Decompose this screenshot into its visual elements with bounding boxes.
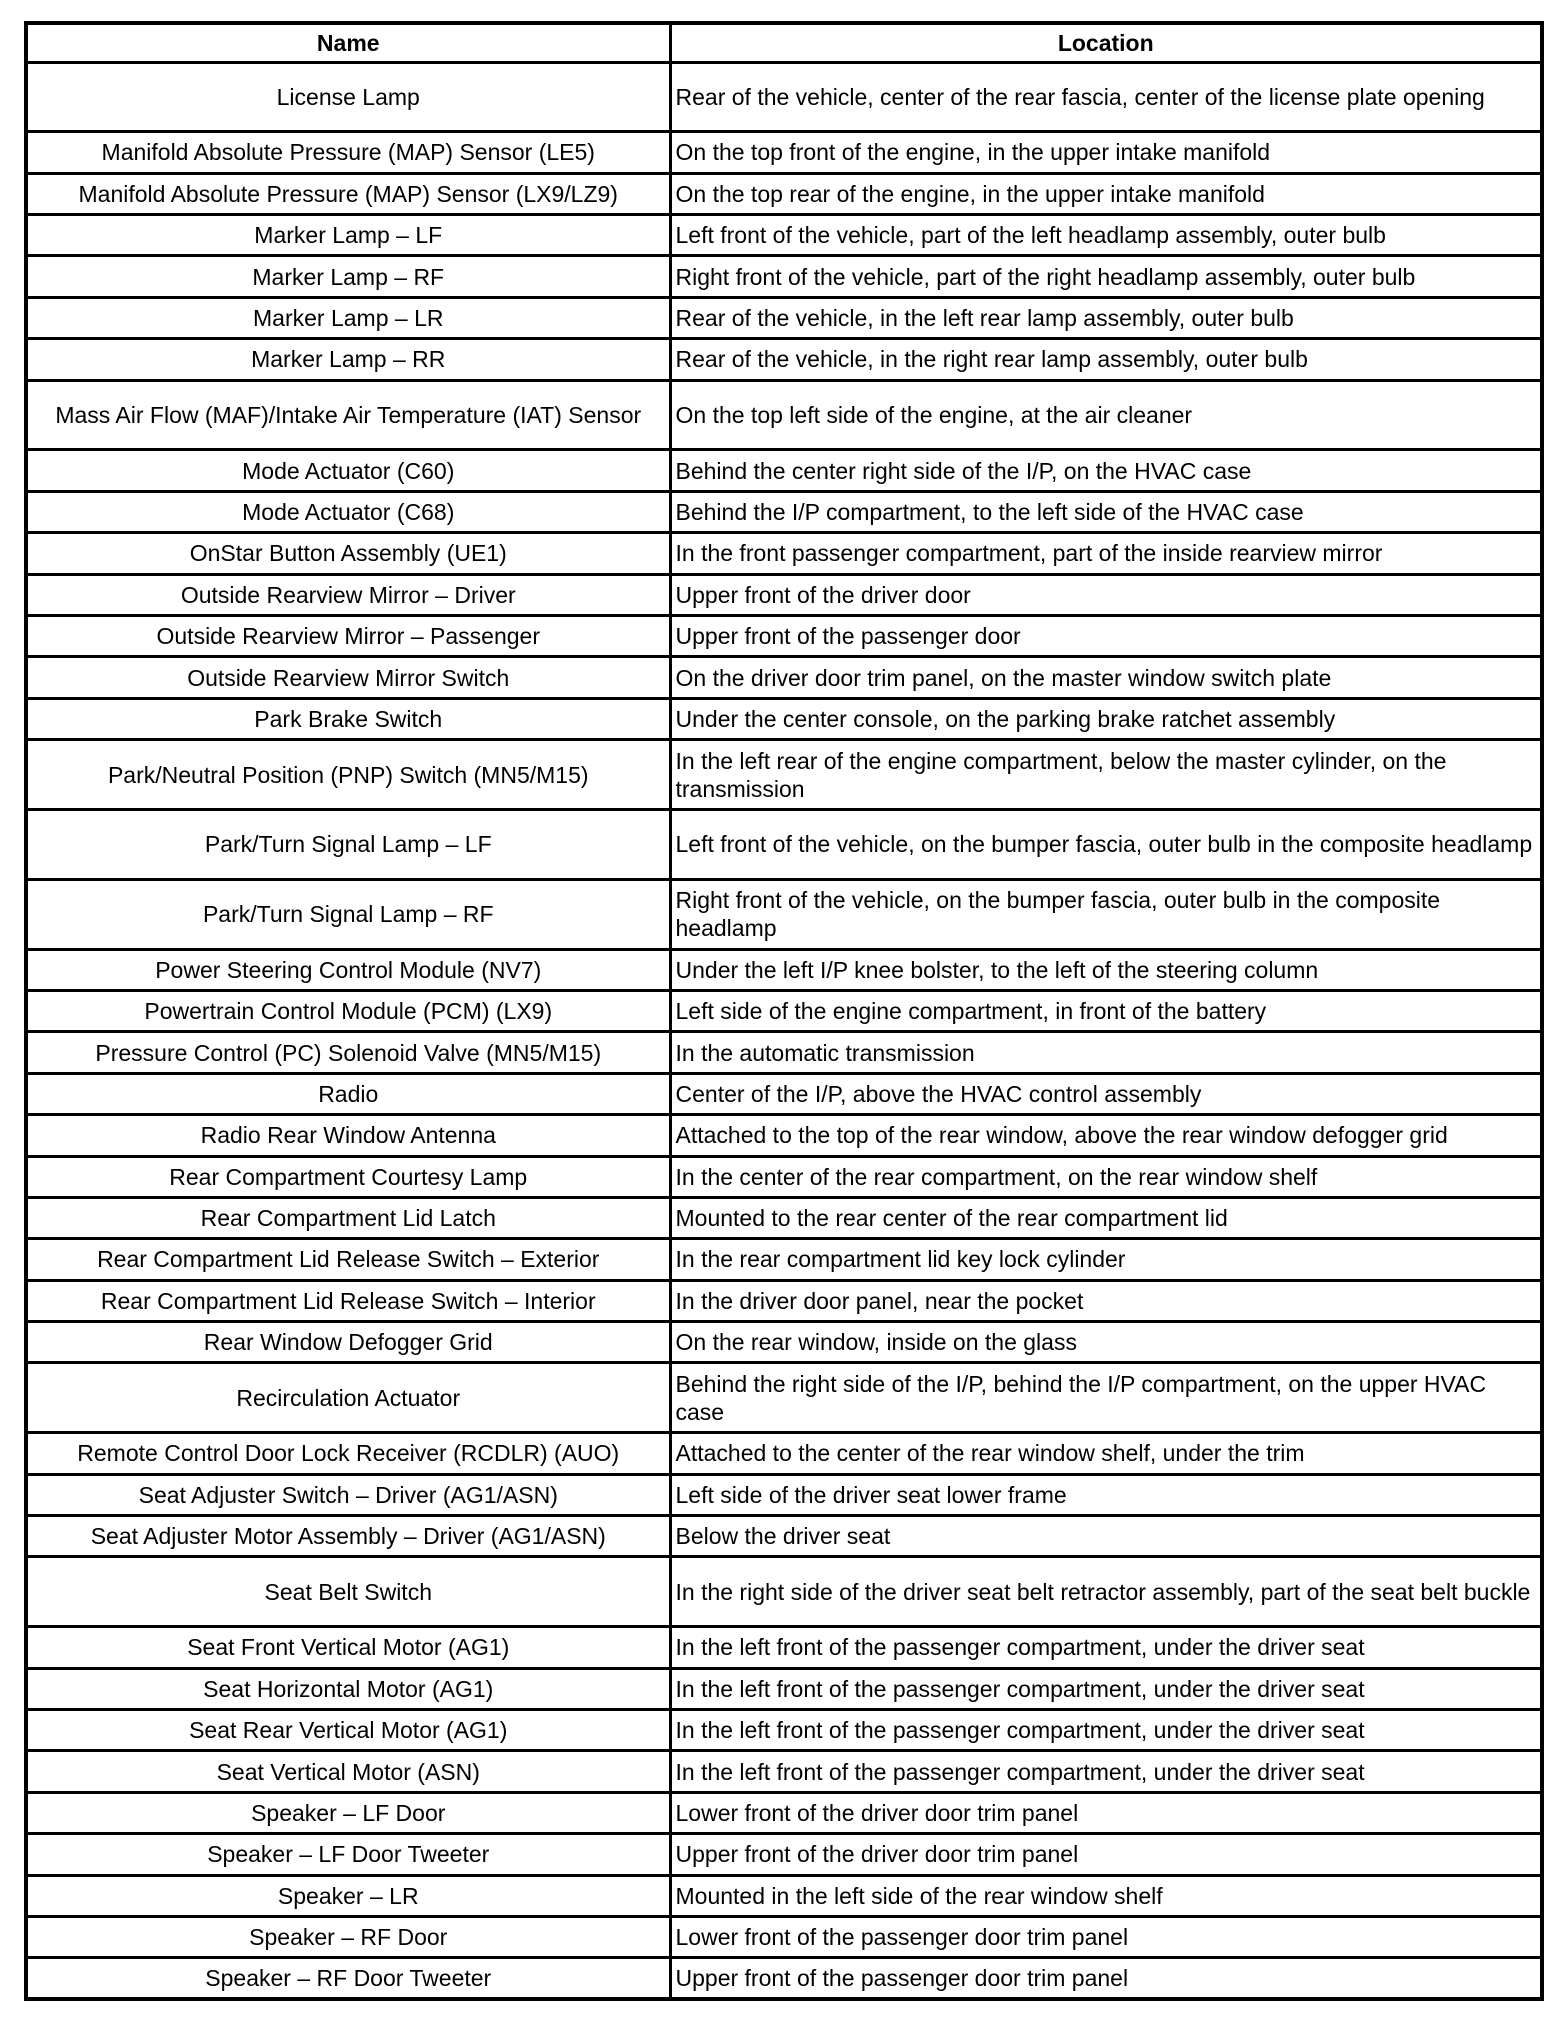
table-row xyxy=(26,949,1542,990)
component-name-cell: Speaker – RF Door Tweeter xyxy=(26,1958,670,1999)
table-row xyxy=(26,1710,1542,1751)
table-row xyxy=(26,1363,1542,1433)
component-location-table xyxy=(24,21,1544,2001)
component-name-cell: Park/Turn Signal Lamp – RF xyxy=(26,879,670,949)
component-location-cell: Left front of the vehicle, on the bumper fascia, outer bulb in the composite headlamp xyxy=(670,809,1542,879)
component-name-cell: Manifold Absolute Pressure (MAP) Sensor (LX9/LZ9) xyxy=(26,173,670,214)
component-name-cell: Seat Vertical Motor (ASN) xyxy=(26,1751,670,1792)
component-name-cell: Rear Compartment Courtesy Lamp xyxy=(26,1156,670,1197)
column-header-name: Name xyxy=(26,23,670,62)
component-location-cell: In the left front of the passenger compartment, under the driver seat xyxy=(670,1751,1542,1792)
table-row xyxy=(26,990,1542,1031)
component-location-cell: Below the driver seat xyxy=(670,1516,1542,1557)
component-name-cell: Marker Lamp – RF xyxy=(26,256,670,297)
component-location-cell: Lower front of the driver door trim panel xyxy=(670,1792,1542,1833)
component-location-cell: Rear of the vehicle, in the left rear lamp assembly, outer bulb xyxy=(670,297,1542,338)
table-row xyxy=(26,1627,1542,1668)
component-name-cell: Outside Rearview Mirror – Passenger xyxy=(26,616,670,657)
component-name-cell: Mode Actuator (C60) xyxy=(26,450,670,491)
table-row xyxy=(26,1875,1542,1916)
table-row xyxy=(26,574,1542,615)
table-row xyxy=(26,1433,1542,1474)
component-name-cell: Park Brake Switch xyxy=(26,698,670,739)
table-row xyxy=(26,1239,1542,1280)
component-location-cell: Right front of the vehicle, part of the right headlamp assembly, outer bulb xyxy=(670,256,1542,297)
table-row xyxy=(26,1032,1542,1073)
table-row xyxy=(26,740,1542,810)
component-location-cell: Behind the center right side of the I/P, on the HVAC case xyxy=(670,450,1542,491)
table-row xyxy=(26,657,1542,698)
table-header-row xyxy=(26,23,1542,62)
table-row xyxy=(26,1280,1542,1321)
component-location-cell: Right front of the vehicle, on the bumper fascia, outer bulb in the composite headlamp xyxy=(670,879,1542,949)
table-row xyxy=(26,1751,1542,1792)
table-row xyxy=(26,1834,1542,1875)
component-location-cell: On the top rear of the engine, in the upper intake manifold xyxy=(670,173,1542,214)
component-name-cell: Outside Rearview Mirror – Driver xyxy=(26,574,670,615)
component-location-cell: Upper front of the driver door xyxy=(670,574,1542,615)
component-name-cell: Power Steering Control Module (NV7) xyxy=(26,949,670,990)
component-name-cell: Seat Adjuster Motor Assembly – Driver (AG1/ASN) xyxy=(26,1516,670,1557)
component-location-cell: Attached to the center of the rear window shelf, under the trim xyxy=(670,1433,1542,1474)
component-location-cell: Under the left I/P knee bolster, to the left of the steering column xyxy=(670,949,1542,990)
table-row xyxy=(26,450,1542,491)
component-name-cell: Speaker – RF Door xyxy=(26,1916,670,1957)
component-location-cell: Upper front of the passenger door xyxy=(670,616,1542,657)
component-name-cell: Powertrain Control Module (PCM) (LX9) xyxy=(26,990,670,1031)
component-location-cell: Behind the I/P compartment, to the left side of the HVAC case xyxy=(670,491,1542,532)
component-name-cell: Seat Front Vertical Motor (AG1) xyxy=(26,1627,670,1668)
component-name-cell: Seat Adjuster Switch – Driver (AG1/ASN) xyxy=(26,1474,670,1515)
component-location-cell: In the driver door panel, near the pocket xyxy=(670,1280,1542,1321)
component-name-cell: Recirculation Actuator xyxy=(26,1363,670,1433)
table-row xyxy=(26,1197,1542,1238)
component-name-cell: Park/Neutral Position (PNP) Switch (MN5/M15) xyxy=(26,740,670,810)
component-location-table-container xyxy=(24,21,1540,2001)
component-name-cell: Manifold Absolute Pressure (MAP) Sensor (LE5) xyxy=(26,132,670,173)
component-name-cell: Rear Compartment Lid Release Switch – Interior xyxy=(26,1280,670,1321)
component-location-cell: Left side of the engine compartment, in front of the battery xyxy=(670,990,1542,1031)
component-location-cell: On the top front of the engine, in the upper intake manifold xyxy=(670,132,1542,173)
component-name-cell: Rear Window Defogger Grid xyxy=(26,1322,670,1363)
table-row xyxy=(26,62,1542,132)
component-location-cell: In the left rear of the engine compartment, below the master cylinder, on the transmission xyxy=(670,740,1542,810)
component-location-cell: Lower front of the passenger door trim panel xyxy=(670,1916,1542,1957)
component-location-cell: In the left front of the passenger compartment, under the driver seat xyxy=(670,1668,1542,1709)
table-row xyxy=(26,173,1542,214)
component-name-cell: Speaker – LF Door Tweeter xyxy=(26,1834,670,1875)
table-row xyxy=(26,698,1542,739)
component-name-cell: Rear Compartment Lid Latch xyxy=(26,1197,670,1238)
component-name-cell: Marker Lamp – RR xyxy=(26,339,670,380)
component-location-cell: On the driver door trim panel, on the master window switch plate xyxy=(670,657,1542,698)
component-name-cell: Radio Rear Window Antenna xyxy=(26,1115,670,1156)
table-row xyxy=(26,380,1542,450)
table-row xyxy=(26,491,1542,532)
component-name-cell: Park/Turn Signal Lamp – LF xyxy=(26,809,670,879)
component-location-cell: Attached to the top of the rear window, above the rear window defogger grid xyxy=(670,1115,1542,1156)
table-row xyxy=(26,297,1542,338)
table-row xyxy=(26,1916,1542,1957)
table-row xyxy=(26,809,1542,879)
component-name-cell: License Lamp xyxy=(26,62,670,132)
component-name-cell: Marker Lamp – LF xyxy=(26,215,670,256)
table-row xyxy=(26,1516,1542,1557)
component-location-cell: Rear of the vehicle, in the right rear lamp assembly, outer bulb xyxy=(670,339,1542,380)
component-name-cell: Outside Rearview Mirror Switch xyxy=(26,657,670,698)
component-name-cell: Seat Rear Vertical Motor (AG1) xyxy=(26,1710,670,1751)
table-row xyxy=(26,1557,1542,1627)
table-body xyxy=(26,62,1542,1999)
component-location-cell: Upper front of the passenger door trim panel xyxy=(670,1958,1542,1999)
table-row xyxy=(26,533,1542,574)
table-row xyxy=(26,256,1542,297)
component-name-cell: Radio xyxy=(26,1073,670,1114)
component-location-cell: Mounted in the left side of the rear window shelf xyxy=(670,1875,1542,1916)
component-location-cell: In the right side of the driver seat belt retractor assembly, part of the seat belt buckle xyxy=(670,1557,1542,1627)
component-name-cell: Speaker – LF Door xyxy=(26,1792,670,1833)
column-header-location: Location xyxy=(670,23,1542,62)
component-location-cell: Upper front of the driver door trim panel xyxy=(670,1834,1542,1875)
table-row xyxy=(26,1115,1542,1156)
component-name-cell: Mode Actuator (C68) xyxy=(26,491,670,532)
component-location-cell: Left front of the vehicle, part of the left headlamp assembly, outer bulb xyxy=(670,215,1542,256)
table-row xyxy=(26,339,1542,380)
table-row xyxy=(26,215,1542,256)
component-location-cell: In the left front of the passenger compartment, under the driver seat xyxy=(670,1710,1542,1751)
component-location-cell: Center of the I/P, above the HVAC control assembly xyxy=(670,1073,1542,1114)
component-location-cell: On the rear window, inside on the glass xyxy=(670,1322,1542,1363)
component-location-cell: Behind the right side of the I/P, behind the I/P compartment, on the upper HVAC case xyxy=(670,1363,1542,1433)
component-name-cell: Mass Air Flow (MAF)/Intake Air Temperature (IAT) Sensor xyxy=(26,380,670,450)
table-row xyxy=(26,1792,1542,1833)
component-name-cell: Seat Horizontal Motor (AG1) xyxy=(26,1668,670,1709)
component-location-cell: In the rear compartment lid key lock cylinder xyxy=(670,1239,1542,1280)
table-row xyxy=(26,132,1542,173)
table-row xyxy=(26,1958,1542,1999)
component-location-cell: Left side of the driver seat lower frame xyxy=(670,1474,1542,1515)
component-name-cell: Marker Lamp – LR xyxy=(26,297,670,338)
component-location-cell: Rear of the vehicle, center of the rear fascia, center of the license plate opening xyxy=(670,62,1542,132)
table-row xyxy=(26,1322,1542,1363)
component-name-cell: Pressure Control (PC) Solenoid Valve (MN5/M15) xyxy=(26,1032,670,1073)
component-name-cell: Remote Control Door Lock Receiver (RCDLR) (AUO) xyxy=(26,1433,670,1474)
component-location-cell: In the left front of the passenger compartment, under the driver seat xyxy=(670,1627,1542,1668)
table-row xyxy=(26,616,1542,657)
component-location-cell: On the top left side of the engine, at the air cleaner xyxy=(670,380,1542,450)
component-location-cell: In the front passenger compartment, part of the inside rearview mirror xyxy=(670,533,1542,574)
table-row xyxy=(26,1156,1542,1197)
component-name-cell: OnStar Button Assembly (UE1) xyxy=(26,533,670,574)
component-name-cell: Rear Compartment Lid Release Switch – Exterior xyxy=(26,1239,670,1280)
table-row xyxy=(26,1668,1542,1709)
component-location-cell: Under the center console, on the parking brake ratchet assembly xyxy=(670,698,1542,739)
component-name-cell: Seat Belt Switch xyxy=(26,1557,670,1627)
component-location-cell: Mounted to the rear center of the rear compartment lid xyxy=(670,1197,1542,1238)
component-location-cell: In the center of the rear compartment, on the rear window shelf xyxy=(670,1156,1542,1197)
table-row xyxy=(26,1474,1542,1515)
component-location-cell: In the automatic transmission xyxy=(670,1032,1542,1073)
table-row xyxy=(26,1073,1542,1114)
component-name-cell: Speaker – LR xyxy=(26,1875,670,1916)
table-row xyxy=(26,879,1542,949)
